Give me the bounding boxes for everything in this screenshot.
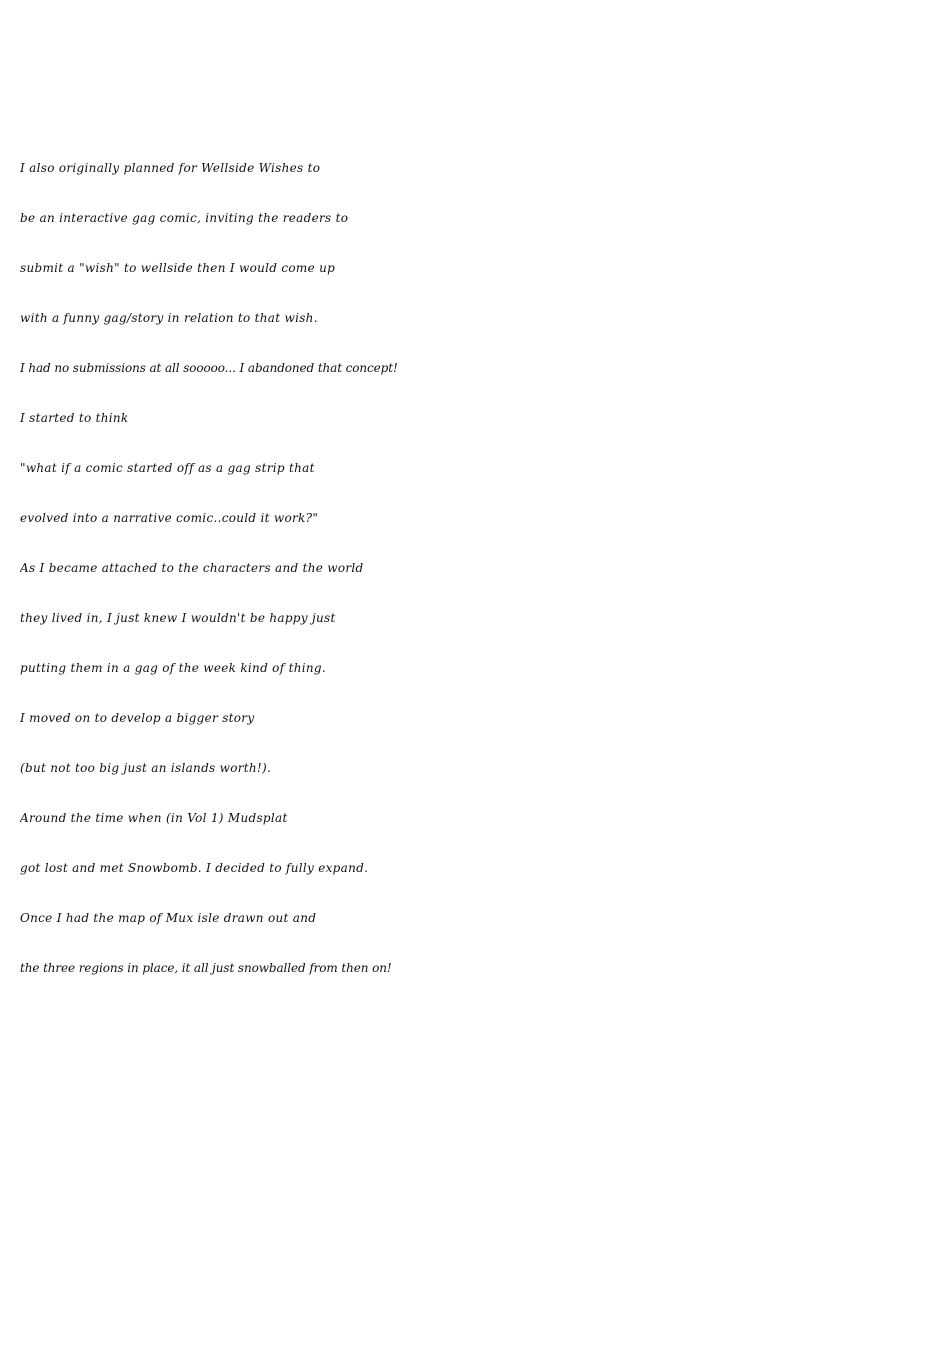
note-line: I moved on to develop a bigger story bbox=[20, 711, 255, 725]
note-line: be an interactive gag comic, inviting the readers to bbox=[20, 211, 349, 225]
handwritten-note bbox=[20, 143, 935, 993]
note-line: I started to think bbox=[20, 411, 129, 425]
note-line: evolved into a narrative comic..could it work?" bbox=[20, 511, 319, 525]
note-line: the three regions in place, it all just snowballed from then on! bbox=[20, 961, 392, 975]
note-line: As I became attached to the characters and the world bbox=[20, 561, 364, 575]
note-line: Around the time when (in Vol 1) Mudsplat bbox=[20, 811, 288, 825]
note-line: "what if a comic started off as a gag strip that bbox=[20, 461, 315, 475]
note-line: I also originally planned for Wellside Wishes to bbox=[20, 161, 321, 175]
note-line: they lived in, I just knew I wouldn't be happy just bbox=[20, 611, 336, 625]
note-line: putting them in a gag of the week kind of thing. bbox=[20, 661, 326, 675]
note-line: got lost and met Snowbomb. I decided to fully expand. bbox=[20, 861, 369, 875]
note-line: (but not too big just an islands worth!). bbox=[20, 761, 272, 775]
note-line: with a funny gag/story in relation to that wish. bbox=[20, 311, 318, 325]
note-line: I had no submissions at all sooooo... I abandoned that concept! bbox=[20, 361, 398, 375]
note-line: submit a "wish" to wellside then I would come up bbox=[20, 261, 336, 275]
note-line: Once I had the map of Mux isle drawn out and bbox=[20, 911, 317, 925]
